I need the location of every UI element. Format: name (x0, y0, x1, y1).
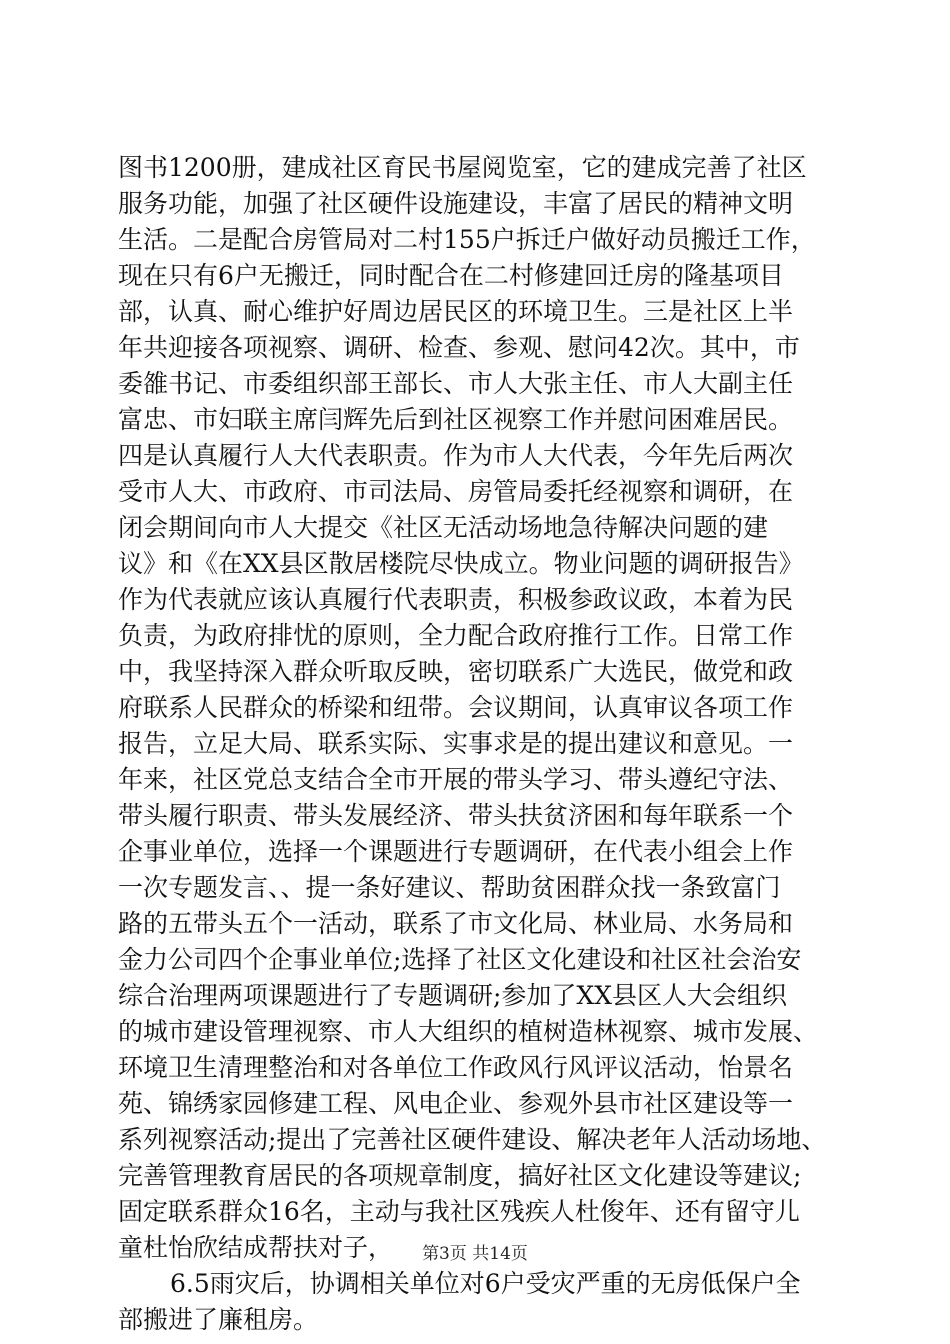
text-line: 完善管理教育居民的各项规章制度，搞好社区文化建设等建议; (118, 1161, 802, 1190)
text-line: 路的五带头五个一活动，联系了市文化局、林业局、水务局和 (118, 909, 794, 938)
text-line: 童杜怡欣结成帮扶对子， (118, 1233, 394, 1262)
text-line: 环境卫生清理整治和对各单位工作政风行风评议活动，怡景名 (118, 1053, 794, 1082)
text-line: 四是认真履行人大代表职责。作为市人大代表，今年先后两次 (118, 441, 794, 470)
text-line: 现在只有6户无搬迁，同时配合在二村修建回迁房的隆基项目 (118, 261, 784, 290)
text-line: 议》和《在XX县区散居楼院尽快成立。物业问题的调研报告》 (118, 549, 804, 578)
text-line: 闭会期间向市人大提交《社区无活动场地急待解决问题的建 (118, 513, 769, 542)
text-line: 府联系人民群众的桥梁和纽带。会议期间，认真审议各项工作 (118, 693, 794, 722)
text-line: 服务功能，加强了社区硬件设施建设，丰富了居民的精神文明 (118, 189, 794, 218)
text-line: 金力公司四个企事业单位;选择了社区文化建设和社区社会治安 (118, 945, 802, 974)
page-footer (0, 1242, 950, 1266)
text-line: 部，认真、耐心维护好周边居民区的环境卫生。三是社区上半 (118, 297, 794, 326)
text-line: 的城市建设管理视察、市人大组织的植树造林视察、城市发展、 (118, 1017, 819, 1046)
text-line: 负责，为政府排忧的原则，全力配合政府推行工作。日常工作 (118, 621, 794, 650)
text-line: 年来，社区党总支结合全市开展的带头学习、带头遵纪守法、 (118, 765, 794, 794)
text-line: 中，我坚持深入群众听取反映，密切联系广大选民，做党和政 (118, 657, 794, 686)
body-text (118, 150, 838, 1338)
text-line: 一次专题发言、、提一条好建议、帮助贫困群众找一条致富门 (118, 873, 781, 902)
text-line: 报告，立足大局、联系实际、实事求是的提出建议和意见。一 (118, 729, 794, 758)
text-line: 受市人大、市政府、市司法局、房管局委托经视察和调研，在 (118, 477, 794, 506)
text-line: 系列视察活动;提出了完善社区硬件建设、解决老年人活动场地、 (118, 1125, 827, 1154)
text-line: 作为代表就应该认真履行代表职责，积极参政议政，本着为民 (118, 585, 794, 614)
text-line: 带头履行职责、带头发展经济、带头扶贫济困和每年联系一个 (118, 801, 794, 830)
text-line: 富忠、市妇联主席闫辉先后到社区视察工作并慰问困难居民。 (118, 405, 794, 434)
text-line: 委雒书记、市委组织部王部长、市人大张主任、市人大副主任 (118, 369, 794, 398)
text-line: 企事业单位，选择一个课题进行专题调研，在代表小组会上作 (118, 837, 794, 866)
text-line: 部搬进了廉租房。 (118, 1305, 319, 1334)
page-number: 第3页 共14页 (422, 1244, 528, 1264)
text-line-indented: 6.5雨灾后，协调相关单位对6户受灾严重的无房低保户全 (170, 1269, 801, 1298)
text-line: 苑、锦绣家园修建工程、风电企业、参观外县市社区建设等一 (118, 1089, 794, 1118)
text-line: 综合治理两项课题进行了专题调研;参加了XX县区人大会组织 (118, 981, 788, 1010)
text-line: 固定联系群众16名，主动与我社区残疾人杜俊年、还有留守儿 (118, 1197, 800, 1226)
text-line: 图书1200册，建成社区育民书屋阅览室，它的建成完善了社区 (118, 153, 807, 182)
text-line: 生活。二是配合房管局对二村155户拆迁户做好动员搬迁工作， (118, 225, 816, 254)
text-line: 年共迎接各项视察、调研、检查、参观、慰问42次。其中，市 (118, 333, 800, 362)
